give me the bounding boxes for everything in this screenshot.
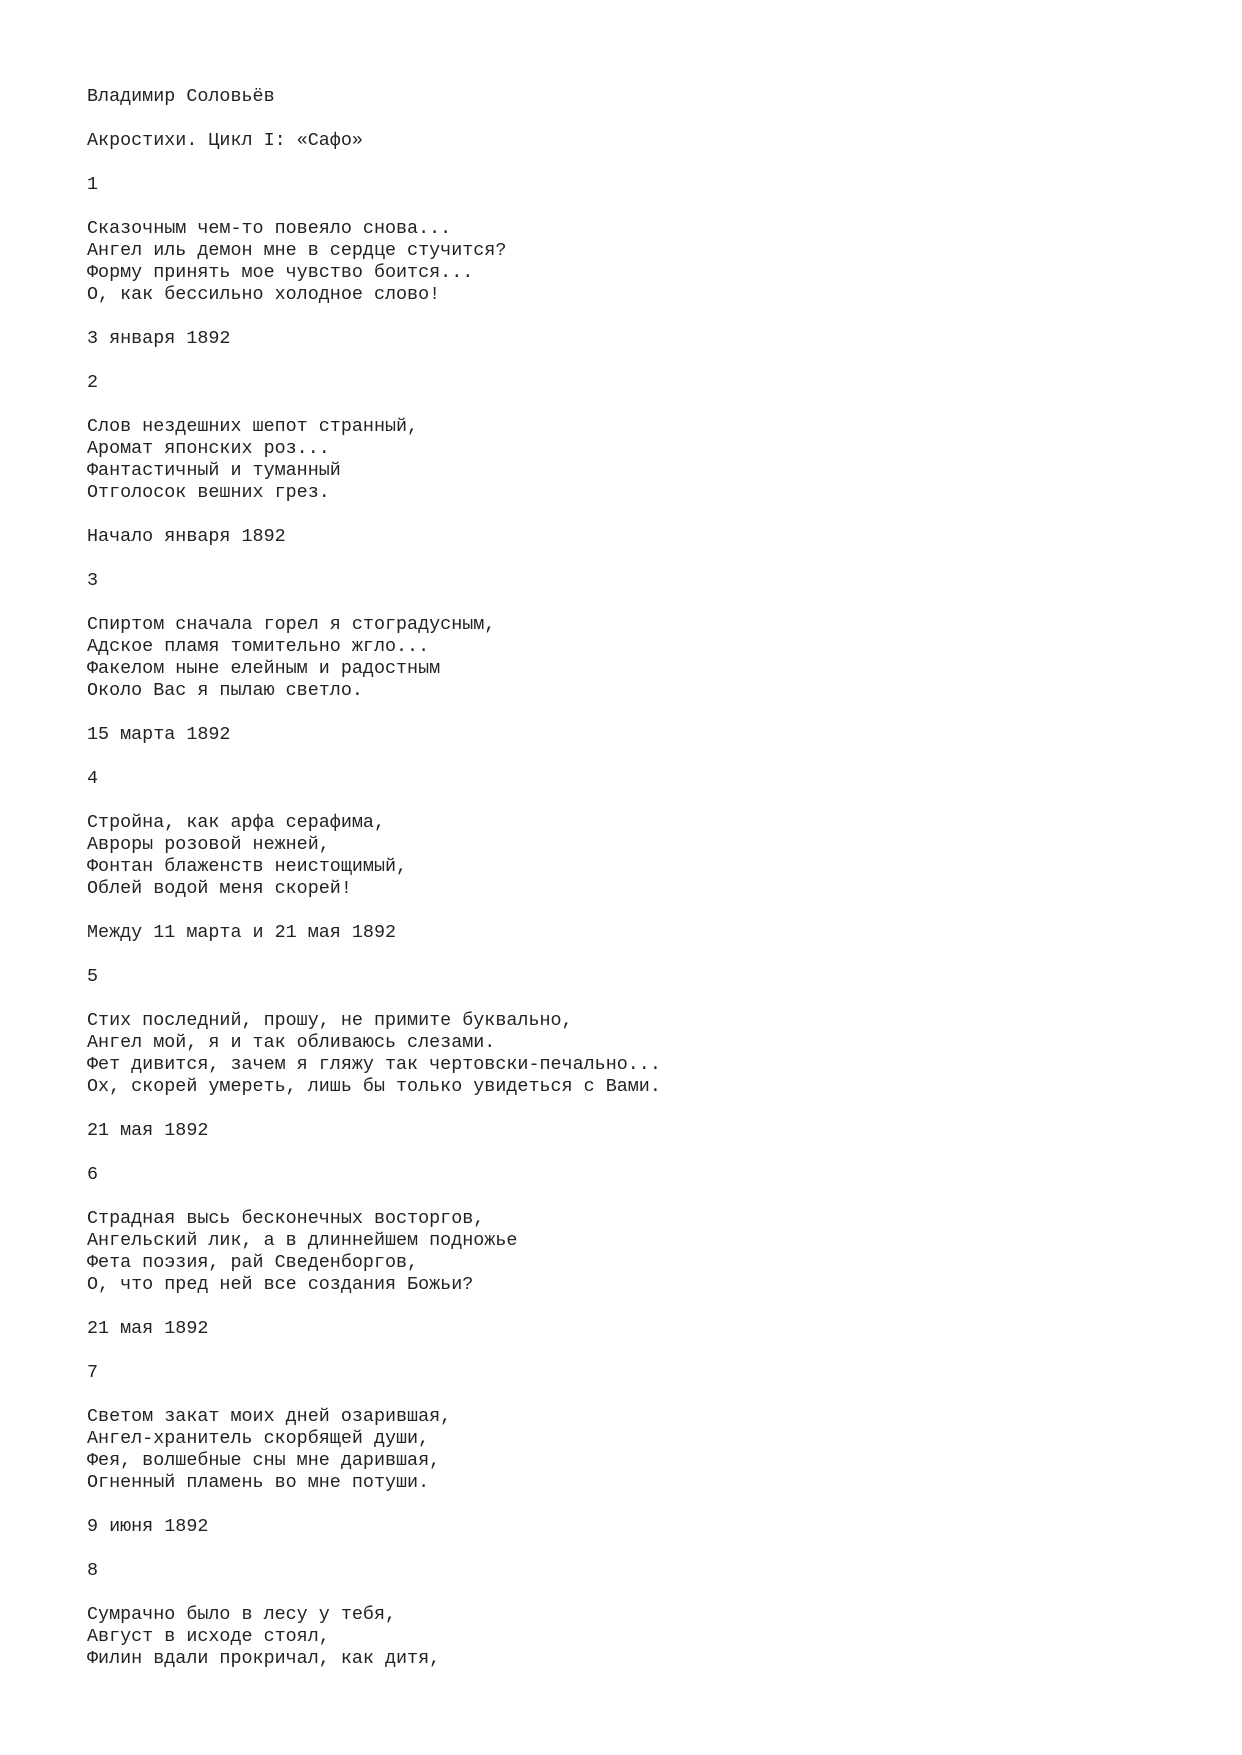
poem-block <box>87 768 1207 966</box>
poem-line: О, как бессильно холодное слово! <box>87 284 441 305</box>
poem-line: Фонтан блаженств неистощимый, <box>87 856 408 877</box>
blank-line <box>87 1296 1207 1318</box>
poem-line: Страдная высь бесконечных восторгов, <box>87 1208 485 1229</box>
poem-line: Аромат японских роз... <box>87 438 330 459</box>
blank-line <box>87 152 1207 174</box>
poem-line: Фантастичный и туманный <box>87 460 341 481</box>
poem-block <box>87 174 1207 372</box>
author-name: Владимир Соловьёв <box>87 86 275 107</box>
blank-line <box>87 790 1207 812</box>
blank-line <box>87 548 1207 570</box>
poem-line: О, что пред ней все создания Божьи? <box>87 1274 474 1295</box>
blank-line <box>87 988 1207 1010</box>
poem-date: Начало января 1892 <box>87 526 286 547</box>
poem-line: Август в исходе стоял, <box>87 1626 330 1647</box>
poem-line: Слов нездешних шепот странный, <box>87 416 419 437</box>
poem-block <box>87 1164 1207 1362</box>
poem-line: Светом закат моих дней озарившая, <box>87 1406 452 1427</box>
poem-line: Отголосок вешних грез. <box>87 482 330 503</box>
blank-line <box>87 1384 1207 1406</box>
poem-date: 9 июня 1892 <box>87 1516 209 1537</box>
poem-date: Между 11 марта и 21 мая 1892 <box>87 922 397 943</box>
poem-line: Авроры розовой нежней, <box>87 834 330 855</box>
poem-block <box>87 372 1207 570</box>
poem-line: Ангел мой, я и так обливаюсь слезами. <box>87 1032 496 1053</box>
poem-line: Сказочным чем-то повеяло снова... <box>87 218 452 239</box>
document-title: Акростихи. Цикл I: «Сафо» <box>87 130 363 151</box>
blank-line <box>87 944 1207 966</box>
poem-line: Сумрачно было в лесу у тебя, <box>87 1604 397 1625</box>
blank-line <box>87 900 1207 922</box>
poem-line: Около Вас я пылаю светло. <box>87 680 363 701</box>
poem-block <box>87 1560 1207 1670</box>
blank-line <box>87 702 1207 724</box>
poem-line: Стих последний, прошу, не примите буквально, <box>87 1010 573 1031</box>
poem-number: 7 <box>87 1362 99 1383</box>
poem-line: Фея, волшебные сны мне дарившая, <box>87 1450 441 1471</box>
blank-line <box>87 1494 1207 1516</box>
blank-line <box>87 1186 1207 1208</box>
poem-line: Факелом ныне елейным и радостным <box>87 658 441 679</box>
poem-line: Ангельский лик, а в длиннейшем подножье <box>87 1230 518 1251</box>
document-text <box>87 86 1207 1670</box>
poem-block <box>87 966 1207 1164</box>
poem-line: Адское пламя томительно жгло... <box>87 636 430 657</box>
poem-line: Фета поэзия, рай Сведенборгов, <box>87 1252 419 1273</box>
blank-line <box>87 108 1207 130</box>
poem-date: 21 мая 1892 <box>87 1120 209 1141</box>
poem-line: Огненный пламень во мне потуши. <box>87 1472 430 1493</box>
poem-line: Облей водой меня скорей! <box>87 878 352 899</box>
poem-number: 4 <box>87 768 99 789</box>
poem-number: 5 <box>87 966 99 987</box>
poem-number: 1 <box>87 174 99 195</box>
blank-line <box>87 350 1207 372</box>
blank-line <box>87 504 1207 526</box>
poem-number: 2 <box>87 372 99 393</box>
poem-date: 15 марта 1892 <box>87 724 231 745</box>
poem-line: Филин вдали прокричал, как дитя, <box>87 1648 441 1669</box>
poem-line: Фет дивится, зачем я гляжу так чертовски-печально... <box>87 1054 661 1075</box>
poem-block <box>87 570 1207 768</box>
poem-line: Ангел иль демон мне в сердце стучится? <box>87 240 507 261</box>
blank-line <box>87 1098 1207 1120</box>
poem-number: 3 <box>87 570 99 591</box>
poem-line: Стройна, как арфа серафима, <box>87 812 385 833</box>
poems-container <box>87 174 1207 1670</box>
blank-line <box>87 1340 1207 1362</box>
poem-date: 3 января 1892 <box>87 328 231 349</box>
blank-line <box>87 746 1207 768</box>
blank-line <box>87 1538 1207 1560</box>
poem-line: Форму принять мое чувство боится... <box>87 262 474 283</box>
poem-number: 6 <box>87 1164 99 1185</box>
poem-line: Ох, скорей умереть, лишь бы только увидеться с Вами. <box>87 1076 661 1097</box>
blank-line <box>87 592 1207 614</box>
blank-line <box>87 1142 1207 1164</box>
blank-line <box>87 1582 1207 1604</box>
poem-number: 8 <box>87 1560 99 1581</box>
blank-line <box>87 306 1207 328</box>
poem-date: 21 мая 1892 <box>87 1318 209 1339</box>
poem-line: Спиртом сначала горел я стоградусным, <box>87 614 496 635</box>
poem-block <box>87 1362 1207 1560</box>
blank-line <box>87 394 1207 416</box>
poem-line: Ангел-хранитель скорбящей души, <box>87 1428 430 1449</box>
blank-line <box>87 196 1207 218</box>
